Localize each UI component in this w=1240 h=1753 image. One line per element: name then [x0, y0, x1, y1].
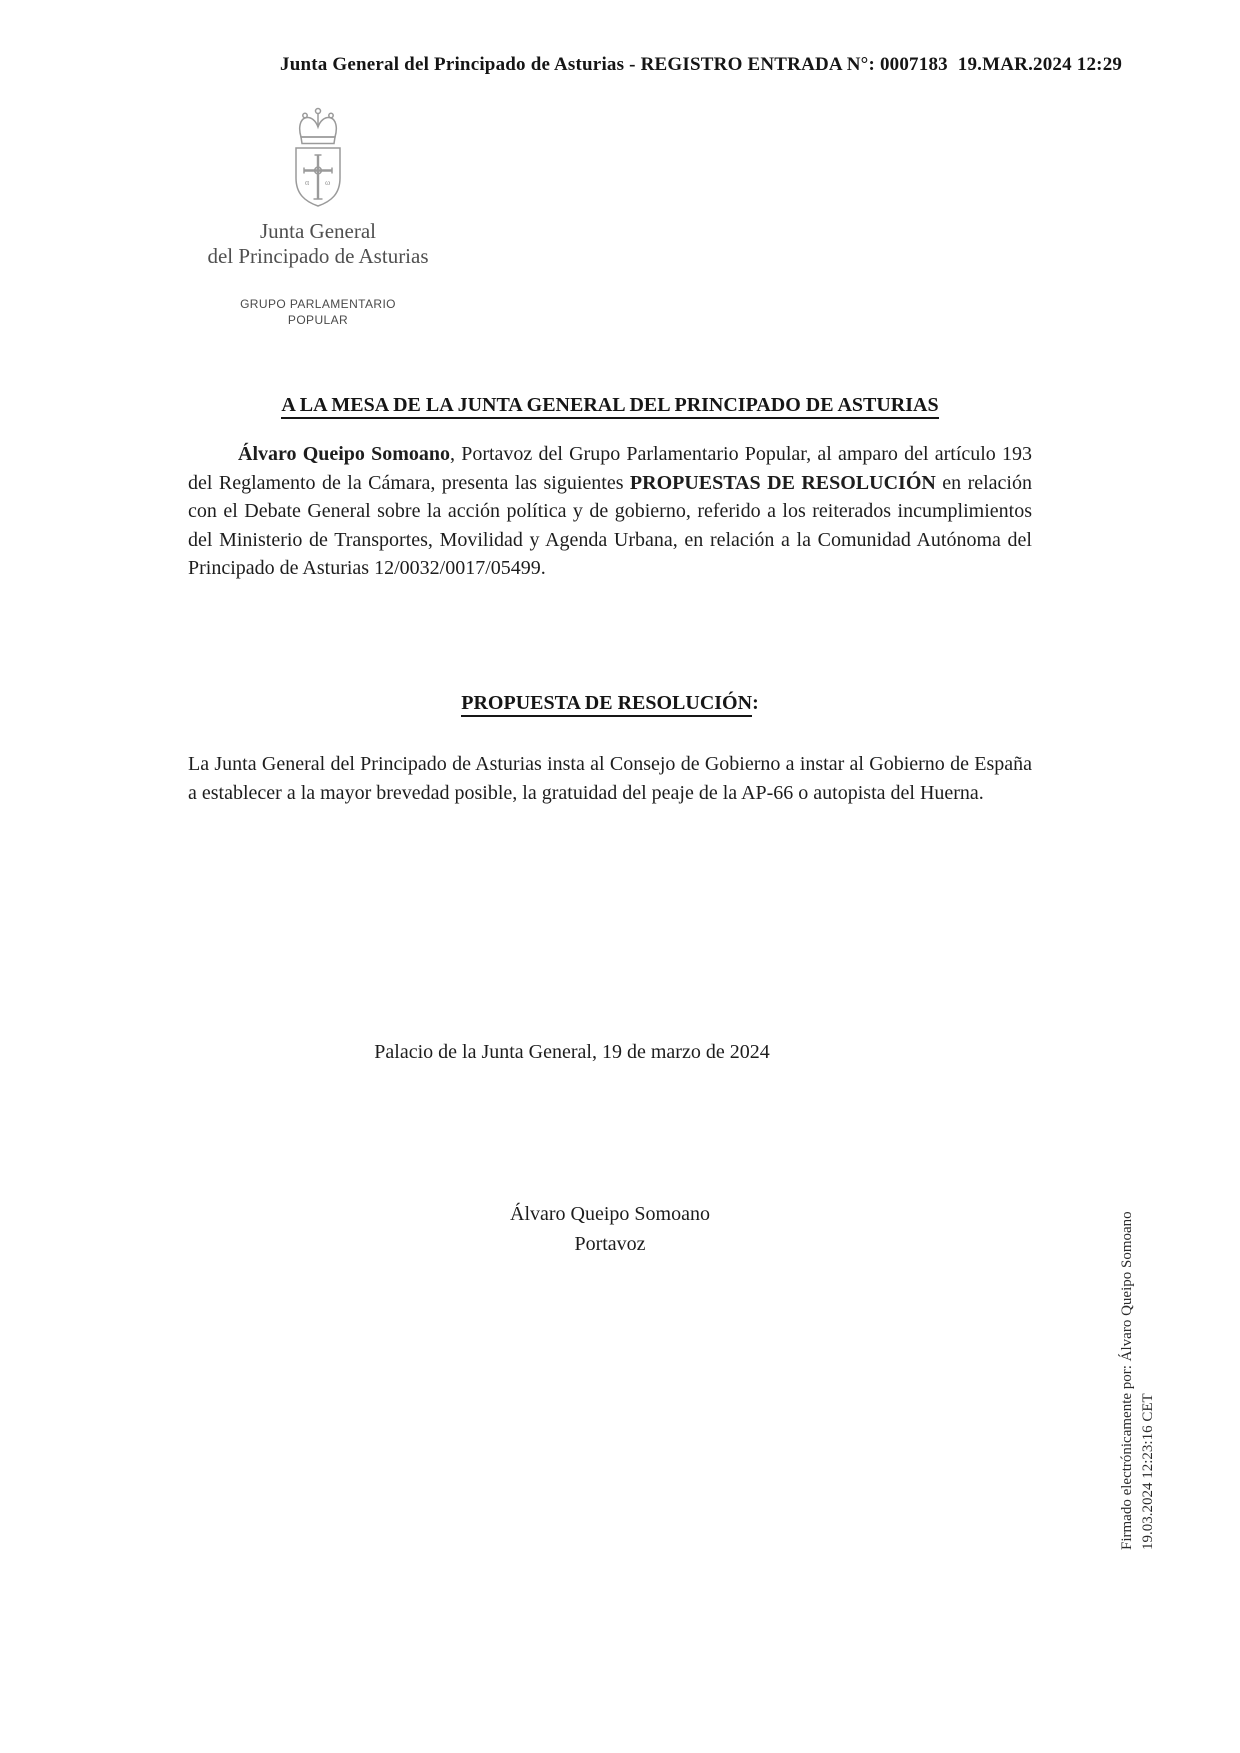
place-and-date-line: Palacio de la Junta General, 19 de marzo de 2024 [374, 1041, 770, 1063]
resolution-heading [188, 692, 1032, 715]
svg-text:ω: ω [325, 178, 331, 187]
proposals-emphasis-bold: PROPUESTAS DE RESOLUCIÓN [629, 471, 936, 494]
organization-name [187, 219, 449, 269]
asturias-coat-of-arms-icon [287, 104, 349, 209]
svg-text:α: α [305, 178, 310, 187]
document-title [188, 394, 1032, 417]
electronic-signature-note [1117, 1211, 1159, 1550]
electronic-signature-line1: Firmado electrónicamente por: Álvaro Queipo Somoano [1119, 1211, 1135, 1550]
document-title-text: A LA MESA DE LA JUNTA GENERAL DEL PRINCIPADO DE ASTURIAS [281, 394, 938, 419]
signatory-role: Portavoz [574, 1233, 646, 1255]
organization-name-line1: Junta General [259, 219, 377, 243]
signature-block [188, 1199, 1032, 1259]
registry-stamp-line: Junta General del Principado de Asturias - REGISTRO ENTRADA N°: 0007183 19.MAR.2024 12:29 [280, 54, 1123, 75]
organization-name-line2: del Principado de Asturias [207, 244, 429, 268]
opening-paragraph-text-1: , Portavoz del Grupo Parlamentario Popular, al amparo del artículo 193 del Reglamento de la Cámara, presenta las siguientes [188, 443, 1032, 494]
signatory-name: Álvaro Queipo Somoano [510, 1203, 710, 1225]
group-name-line2: POPULAR [287, 313, 349, 327]
opening-paragraph [188, 440, 1032, 583]
author-name-bold: Álvaro Queipo Somoano [238, 443, 451, 465]
electronic-signature-line2: 19.03.2024 12:23:16 CET [1140, 1393, 1156, 1550]
opening-paragraph-text-2: en relación con el Debate General sobre la acción política y de gobierno, referido a los reiterados incumplimientos del Ministerio de Transportes, Movilidad y Agenda Urbana, en relación a la Comunidad Autónoma del Principado de Asturias 12/0032/0017/05499. [188, 471, 1032, 579]
group-name-line1: GRUPO PARLAMENTARIO [240, 297, 396, 311]
letterhead [187, 104, 449, 328]
parliamentary-group-name [187, 296, 449, 328]
resolution-paragraph: La Junta General del Principado de Asturias insta al Consejo de Gobierno a instar al Gobierno de España a establecer a la mayor brevedad posible, la gratuidad del peaje de la AP-66 o autopista del Huerna. [188, 753, 1032, 804]
resolution-heading-text: PROPUESTA DE RESOLUCIÓN [461, 692, 752, 717]
resolution-heading-colon: : [752, 692, 759, 714]
